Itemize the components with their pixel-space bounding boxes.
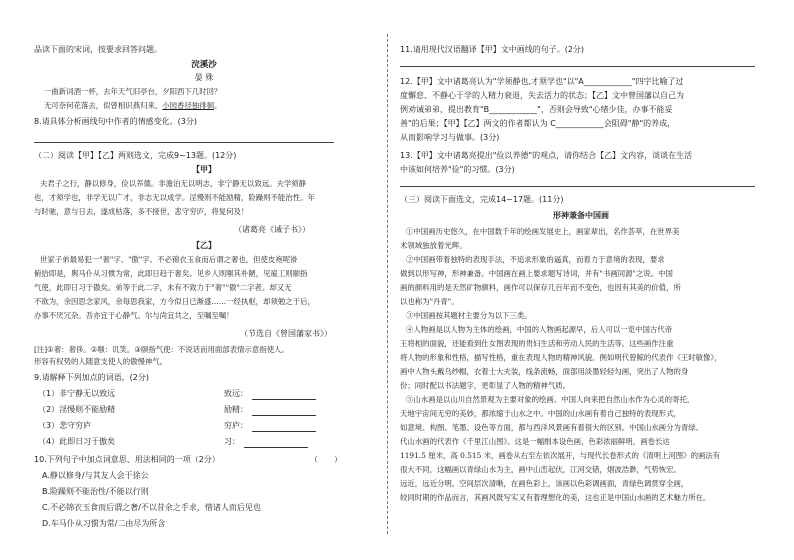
- q10-answer-paren[interactable]: （ ）: [310, 455, 342, 464]
- article-line-5: 画的颜料用的是天然矿物颜料，画作可以保存几百年而不变色，也因有其美的价值，所: [400, 283, 681, 292]
- jia-line-1: 夫君子之行，静以修身，俭以养德。非澹泊无以明志，非宁静无以致远。夫学须静: [40, 179, 307, 188]
- q9-answer-1[interactable]: [224, 388, 316, 400]
- poem-line-2-end: 。: [214, 101, 222, 110]
- article-line-14: 天地宇宙间无穷的美妙，都浓缩于山水之中。中国的山水画有着自己独特的表现形式，: [400, 409, 681, 418]
- poem-underlined-text: 小园香径独徘徊: [162, 101, 215, 110]
- article-line-19: 远近，远近分明。空间层次清晰，在画色彩上，该画以色彩调画面，青绿色调贯穿全画，: [400, 479, 689, 488]
- answer-line-q13[interactable]: [400, 186, 755, 187]
- q13-line-2: 中该如何培养"俭"的习惯。(3分): [400, 165, 515, 174]
- notes-line-2: 形容有权势的人随意支使人的傲慢神气。: [34, 357, 168, 366]
- column-divider: [387, 34, 388, 534]
- section-3-header: （三）阅读下面选文，完成14~17题。(11分): [400, 195, 564, 204]
- q10-option-c: C.不必锦衣玉食而后谓之奢/不以昔余之手求，惜诸人而后见也: [42, 503, 261, 512]
- poem-author: 晏 殊: [194, 73, 214, 82]
- poem-line-2-start: 无可奈何花落去，似曾相识燕归来，: [44, 101, 163, 110]
- question-11: 11.请用现代汉语翻译【甲】文中画线的句子。(2分): [400, 45, 585, 54]
- article-line-15: 如意境、构图、笔墨、设色等方面，都与西洋风景画有着很大的区别。中国山水画分为青绿、: [400, 423, 704, 432]
- article-line-13: ⑤山水画是以山川自然景观为主要对象的绘画。中国人向来把自然山水作为心灵的寄托，: [406, 395, 695, 404]
- q9-item-2: （2）淫慢则不能励精: [38, 405, 116, 414]
- q9-item-4: （4）此即日习于傲矣: [38, 437, 116, 446]
- article-line-9: 王将相的面貌，还能看到仕女图表现的贵妇生活和劳动人民的生活等。这些画作注重: [400, 339, 674, 348]
- poem-line-2: [44, 100, 221, 112]
- yi-line-5: 办事不厌冗杂。吾亦宜于心静气。尔与尚宜共之，至嘱至嘱！: [34, 311, 234, 320]
- article-line-1: ①中国画历史悠久，在中国数千年的绘画发展史上，画家辈出，名作荟萃，在世界美: [406, 227, 680, 236]
- yi-label: 【乙】: [192, 241, 216, 250]
- q12-line-5: 从而影响学习与做事。(3分): [400, 133, 500, 142]
- article-line-6: 以也称为"丹青"。: [400, 297, 459, 306]
- yi-line-2: 俯拾即是，舆马仆从习惯为常，此即日趋于奢矣。见乡人则嗤其朴陋，见雇工则颐指: [34, 269, 308, 278]
- q9-answer-3[interactable]: [224, 420, 316, 432]
- right-column: [400, 0, 762, 560]
- question-9: 9.请解释下列加点的词语。(2分): [34, 373, 149, 382]
- poem-line-1: 一曲新词酒一杯，去年天气旧亭台，夕阳西下几时回？: [44, 87, 222, 96]
- yi-line-3: 气使，此即日习于傲矣。弟等于此二字，未有不致力于"奢""傲"二字者。却又无: [34, 283, 292, 292]
- q9-word-1: 致远：: [224, 389, 248, 398]
- poem-title: 浣溪沙: [191, 60, 217, 70]
- article-line-16: 代山水画的代表作《千里江山图》。这是一幅绢本设色画，色彩浓丽鲜明，画卷长达: [400, 437, 670, 446]
- article-line-8: ④人物画是以人物为主体的绘画，中国的人物画起源早，后人可以一览中国古代帝: [406, 325, 673, 334]
- article-line-12: 份；同时配以书法题字，更彰显了人物的精神气质。: [400, 381, 570, 390]
- section-2-header: （二）阅读【甲】【乙】两则选文，完成9~13题。(12分): [34, 151, 237, 160]
- question-10: 10.下列句子中加点词意思、用法相同的一项（2分）: [34, 455, 220, 464]
- q10-option-d: D.车马仆从习惯为常/二由尽为所含: [42, 519, 166, 528]
- q9-item-1: （1）非宁静无以致远: [38, 389, 116, 398]
- q12-line-4: 善"的后果；【甲】【乙】两文的作者都认为 C____________会阻碍"静"的养成，: [400, 119, 676, 128]
- question-8: 8.请具体分析画线句中作者的情感变化。(3分): [34, 117, 197, 126]
- q13-line-1: 13.【甲】文中诸葛亮提出"俭以养德"的观点，请你结合【乙】文内容，谈谈在生活: [400, 151, 693, 160]
- q9-word-2: 励精：: [224, 405, 248, 414]
- q10-option-a: A.静以修身/与其友人会于徐公: [42, 471, 149, 480]
- notes-line-1: [注]①奢：奢侈。②嗤：讥笑。③颐指气使：不说话而用面部表情示意指使人。: [34, 345, 289, 354]
- article-line-7: ③中国画按其题材主要分为以下三类。: [406, 311, 532, 320]
- left-column: [34, 0, 374, 560]
- yi-source: （节选自《曾国藩家书》）: [240, 329, 332, 338]
- q9-word-3: 穷庐：: [224, 421, 248, 430]
- poem-intro: 品读下面的宋词，按要求回答问题。: [34, 45, 162, 54]
- jia-source: （诸葛亮《诫子书》）: [234, 225, 310, 234]
- q9-answer-2[interactable]: [224, 404, 316, 416]
- jia-line-2: 也，才须学也，非学无以广才，非志无以成学。淫慢则不能励精，险躁则不能治性。年: [34, 193, 315, 202]
- jia-label: 【甲】: [192, 165, 216, 174]
- q9-answer-4[interactable]: [224, 436, 308, 448]
- jia-line-3: 与时驰，意与日去，遂成枯落，多不接世，悲守穷庐，将复何及！: [34, 207, 249, 216]
- article-line-3: ②中国画带着独特的表现手法，不追求形象的逼真，而着力于意境的表现，要求: [406, 255, 665, 264]
- answer-line-q8[interactable]: [34, 142, 334, 143]
- answer-line-q11[interactable]: [400, 66, 755, 67]
- article-line-2: 术领域独放着光辉。: [400, 241, 467, 250]
- q10-option-b: B.险躁则不能治性/不能以行则: [42, 487, 149, 496]
- q12-line-1: 12.【甲】文中诸葛亮认为"学须静也,才须学也"以"A____________"四字比喻了过: [400, 77, 684, 86]
- article-line-11: 画中人物头戴乌纱帽，衣着士大夫装，线条流畅，面部用淡墨轻轻勾画，突出了人物的身: [400, 367, 689, 376]
- q12-line-2: 度懈怠、不静心于学的人精力衰退，失去活力的状态；【乙】文中曾国藩以自己为: [400, 91, 684, 100]
- article-line-4: 做到以形写神，形神兼备。中国画在画上要求题写诗词，并有"书画同源"之说。中国: [400, 269, 673, 278]
- q9-word-4: 习：: [224, 437, 240, 446]
- article-line-17: 1191.5 厘米，高 0.515 米，画卷从右至左依次展开，与现代长卷形式的《清明上河图》的画法有: [400, 451, 721, 460]
- yi-line-4: 不欲为，余因思念家风，余每思我家，方今似日已渐盛……一经执枢，却须勉之于后，: [34, 297, 315, 306]
- article-line-10: 将人物的形象和性格，描写性格，重在表现人物的精神风貌。例如明代曾鲸的代表作《王时敏像》，: [400, 353, 722, 362]
- yi-line-1: 世家子弟最易犯一"奢"字、"傲"字。不必锦衣玉食而后谓之奢也，但使皮袍呢褂: [40, 255, 298, 264]
- q9-item-3: （3）悲守穷庐: [38, 421, 92, 430]
- q12-line-3: 例劝诫弟弟，提出教育"B____________"，否则会导致"心绪少佳，办事不能妥: [400, 105, 673, 114]
- article-title: 形神兼备中国画: [553, 211, 609, 220]
- article-line-18: 很大不同，这幅画以青绿山水为主，画中山峦起伏，江河交错，烟波浩渺，气势恢宏。: [400, 465, 681, 474]
- article-line-20: 较同时期的作品而言，其画风既写实又有着理想化的美，这也正是中国山水画的艺术魅力所在。: [400, 493, 711, 502]
